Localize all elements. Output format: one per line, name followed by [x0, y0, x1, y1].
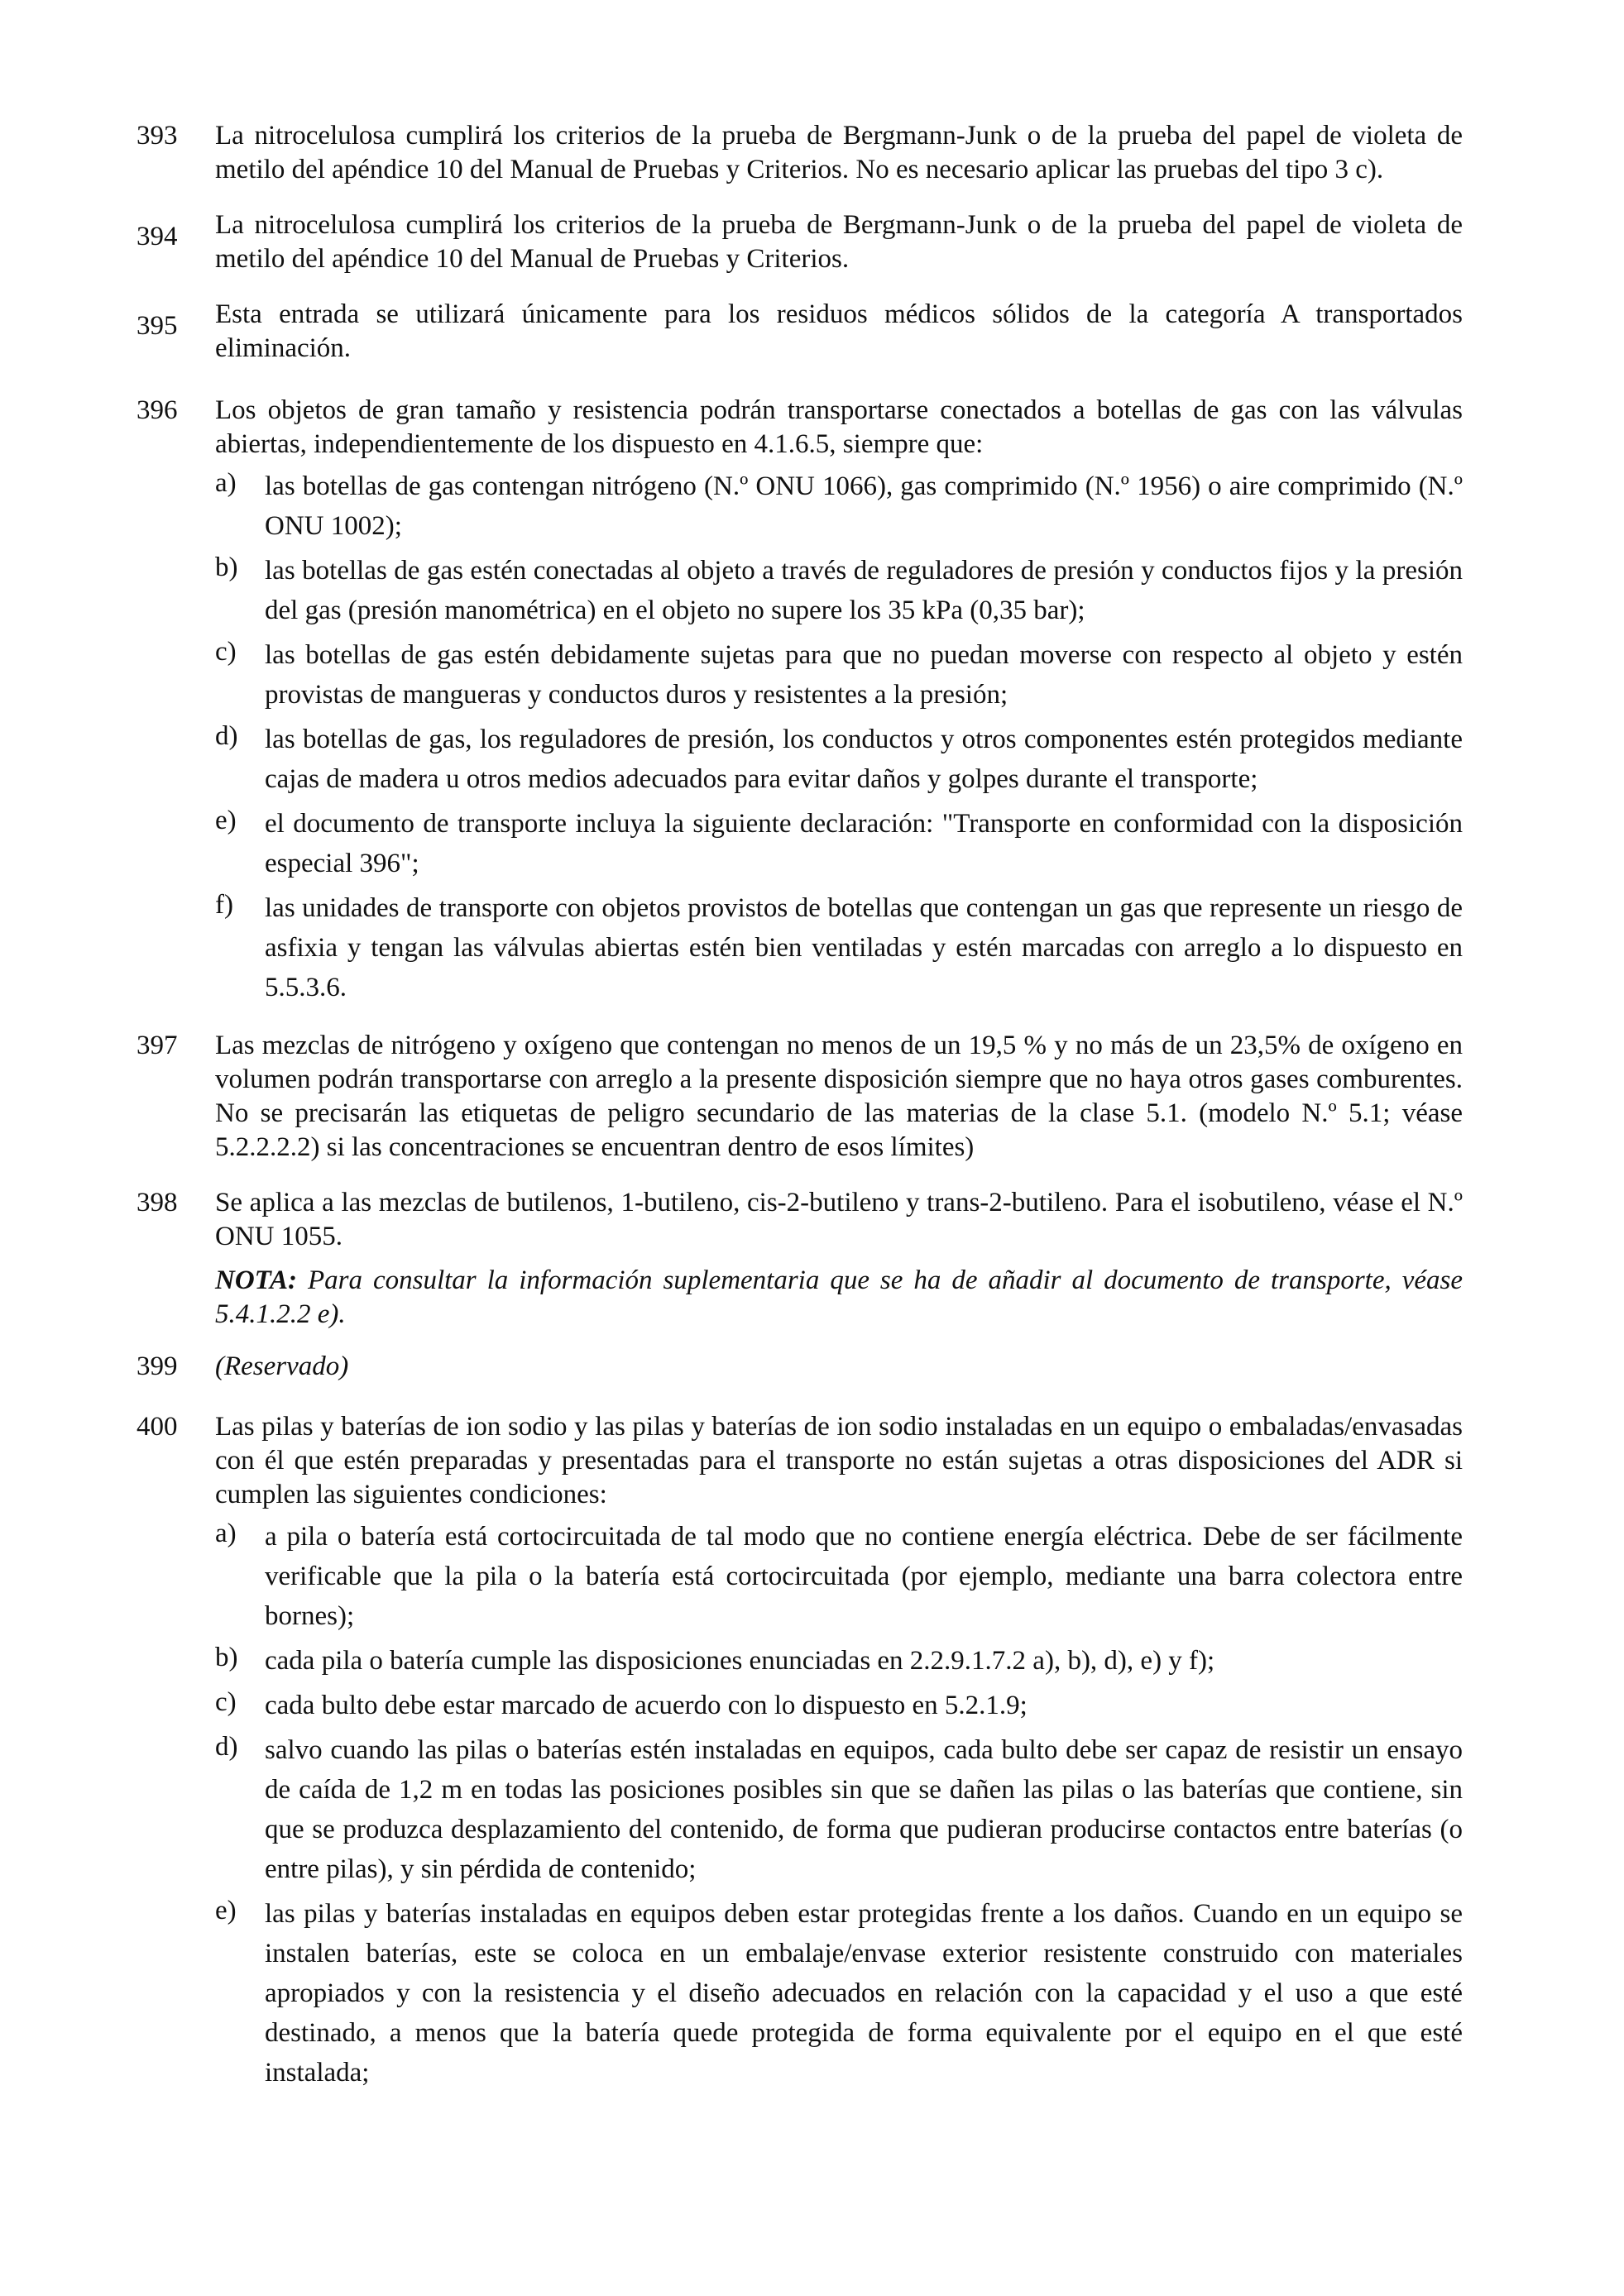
list-item-text: las botellas de gas, los reguladores de presión, los conductos y otros componentes estén protegidos mediante cajas de madera u otros medios adecuados para evitar daños y golpes durante el transporte;	[265, 725, 1463, 794]
provision-text: La nitrocelulosa cumplirá los criterios de la prueba de Bergmann-Junk o de la prueba del papel de violeta de metilo del apéndice 10 del Manual de Pruebas y Criterios. No es necesario aplicar las pruebas del tipo 3 c).	[215, 121, 1463, 184]
provision-body	[215, 208, 1463, 276]
list-item	[215, 1730, 1463, 1889]
provision-text: Esta entrada se utilizará únicamente para los residuos médicos sólidos de la categoría A transportados eliminación.	[215, 299, 1463, 363]
provision-394	[137, 208, 1463, 276]
list-item	[215, 888, 1463, 1007]
list-item	[215, 1517, 1463, 1636]
list-item	[215, 720, 1463, 799]
list-item-text: las botellas de gas estén conectadas al objeto a través de reguladores de presión y conductos fijos y la presión del gas (presión manométrica) en el objeto no supere los 35 kPa (0,35 bar);	[265, 556, 1463, 625]
provision-396	[137, 394, 1463, 1007]
list-item	[215, 1641, 1463, 1681]
list-item-letter: e)	[215, 806, 237, 835]
list-item-text: cada pila o batería cumple las disposiciones enunciadas en 2.2.9.1.7.2 a), b), d), e) y f);	[265, 1646, 1215, 1676]
list-item-letter: d)	[215, 721, 238, 751]
provision-text: Las pilas y baterías de ion sodio y las pilas y baterías de ion sodio instaladas en un equipo o embaladas/envasadas con él que estén preparadas y presentadas para el transporte no están sujetas a otras disposiciones del ADR si cumplen las siguientes condiciones:	[215, 1412, 1463, 1509]
list-item	[215, 551, 1463, 630]
list-item-letter: a)	[215, 1519, 237, 1548]
list-item-text: las unidades de transporte con objetos provistos de botellas que contengan un gas que represente un riesgo de asfixia y tengan las válvulas abiertas estén bien ventiladas y estén marcadas con arreglo a lo dispuesto en 5.5.3.6.	[265, 893, 1463, 1002]
list-item-letter: c)	[215, 1687, 237, 1717]
note-label: NOTA:	[215, 1265, 297, 1295]
provision-body	[215, 394, 1463, 1007]
provision-397	[137, 1029, 1463, 1165]
list-item-text: el documento de transporte incluya la siguiente declaración: "Transporte en conformidad con la disposición especial 396";	[265, 809, 1463, 878]
list-item-letter: c)	[215, 637, 237, 667]
list-item-letter: f)	[215, 890, 233, 920]
provision-number: 394	[137, 222, 178, 251]
list-item-text: las botellas de gas contengan nitrógeno (N.º ONU 1066), gas comprimido (N.º 1956) o aire comprimido (N.º ONU 1002);	[265, 471, 1463, 541]
condition-list	[215, 466, 1463, 1007]
list-item-letter: b)	[215, 552, 238, 582]
provision-number: 397	[137, 1031, 178, 1060]
provision-number: 396	[137, 395, 178, 425]
provision-text: La nitrocelulosa cumplirá los criterios de la prueba de Bergmann-Junk o de la prueba del papel de violeta de metilo del apéndice 10 del Manual de Pruebas y Criterios.	[215, 210, 1463, 274]
provision-body	[215, 1410, 1463, 2093]
list-item-letter: e)	[215, 1896, 237, 1925]
provision-body	[215, 1029, 1463, 1165]
list-item-text: las botellas de gas estén debidamente sujetas para que no puedan moverse con respecto al objeto y estén provistas de mangueras y conductos duros y resistentes a la presión;	[265, 640, 1463, 710]
provision-text: (Reservado)	[215, 1351, 349, 1381]
provision-number: 398	[137, 1188, 178, 1217]
note	[215, 1264, 1463, 1332]
note-text: Para consultar la información suplementaria que se ha de añadir al documento de transporte, véase 5.4.1.2.2 e).	[215, 1265, 1464, 1329]
provision-body	[215, 298, 1463, 366]
provision-text: Se aplica a las mezclas de butilenos, 1-butileno, cis-2-butileno y trans-2-butileno. Para el isobutileno, véase el N.º ONU 1055.	[215, 1188, 1463, 1251]
list-item-text: las pilas y baterías instaladas en equipos deben estar protegidas frente a los daños. Cuando en un equipo se instalen baterías, este se coloca en un embalaje/envase exterior resistente construido con materiales apropiados y con la resistencia y el diseño adecuados en relación con la capacidad y el uso a que esté destinado, a menos que la batería quede protegida de forma equivalente por el equipo en el que esté instalada;	[265, 1899, 1463, 2088]
provision-393	[137, 119, 1463, 187]
provision-number: 400	[137, 1412, 178, 1442]
list-item-text: salvo cuando las pilas o baterías estén instaladas en equipos, cada bulto debe ser capaz de resistir un ensayo de caída de 1,2 m en todas las posiciones posibles sin que se dañen las pilas o las baterías que contiene, sin que se produzca desplazamiento del contenido, de forma que pudieran producirse contactos entre baterías (o entre pilas), y sin pérdida de contenido;	[265, 1735, 1463, 1884]
list-item	[215, 804, 1463, 883]
provision-400	[137, 1410, 1463, 2093]
provision-number: 395	[137, 311, 178, 341]
list-item	[215, 1894, 1463, 2093]
list-item-letter: b)	[215, 1643, 238, 1672]
provision-number: 399	[137, 1351, 178, 1381]
list-item-text: cada bulto debe estar marcado de acuerdo con lo dispuesto en 5.2.1.9;	[265, 1691, 1028, 1720]
provision-text: Las mezclas de nitrógeno y oxígeno que contengan no menos de un 19,5 % y no más de un 23,5% de oxígeno en volumen podrán transportarse con arreglo a la presente disposición siempre que no haya otros gases comburentes. No se precisarán las etiquetas de peligro secundario de las materias de la clase 5.1. (modelo N.º 5.1; véase 5.2.2.2.2) si las concentraciones se encuentran dentro de esos límites)	[215, 1031, 1463, 1162]
list-item-letter: a)	[215, 468, 237, 498]
provision-398	[137, 1186, 1463, 1332]
list-item-text: a pila o batería está cortocircuitada de tal modo que no contiene energía eléctrica. Debe de ser fácilmente verificable que la pila o la batería está cortocircuitada (por ejemplo, mediante una barra colectora entre bornes);	[265, 1522, 1463, 1631]
condition-list	[215, 1517, 1463, 2093]
list-item	[215, 635, 1463, 715]
list-item	[215, 1686, 1463, 1725]
provision-body	[215, 1350, 1463, 1384]
provision-body	[215, 1186, 1463, 1332]
provision-395	[137, 298, 1463, 366]
list-item-letter: d)	[215, 1732, 238, 1762]
list-item	[215, 466, 1463, 546]
provision-body	[215, 119, 1463, 187]
provision-number: 393	[137, 121, 178, 151]
provision-text: Los objetos de gran tamaño y resistencia podrán transportarse conectados a botellas de gas con las válvulas abiertas, independientemente de los dispuesto en 4.1.6.5, siempre que:	[215, 395, 1463, 459]
provision-399	[137, 1350, 1463, 1384]
